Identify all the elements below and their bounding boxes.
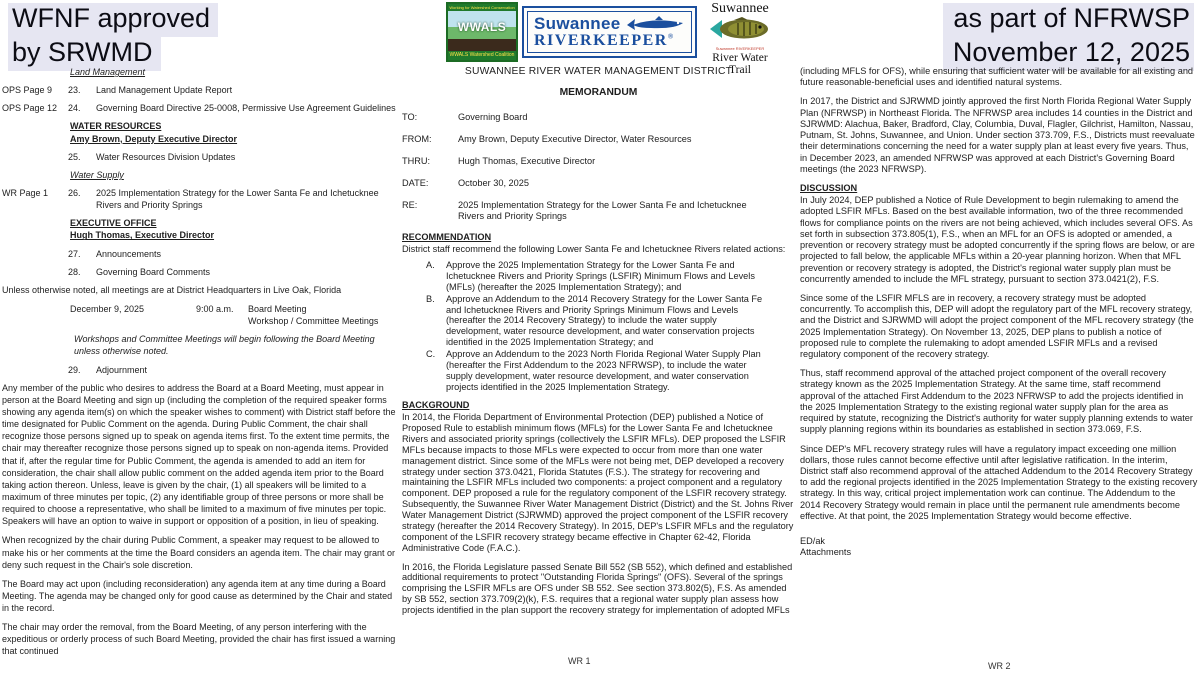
agenda-item-28 bbox=[2, 266, 398, 278]
meetings-location-note: Unless otherwise noted, all meetings are at District Headquarters in Live Oak, Florida bbox=[2, 284, 342, 295]
agenda-item-25 bbox=[2, 151, 398, 163]
field-label: TO: bbox=[402, 112, 418, 123]
workshops-note: Workshops and Committee Meetings will begin following the Board Meeting unless otherwise noted. bbox=[74, 334, 375, 357]
discussion-paragraph-3: Thus, staff recommend approval of the attached project component of the overall recovery strategy known as the 2025 Implementation Strategy. At the same time, staff recommend approval of the attached First Addendum to the 2023 NFRWSP to add the projects identified in the 2025 Implementation Strategy to the existing regional water supply plan for the area as required by statute, recognizing the District's authority for water supply planning extends to water supply planning regions within its boundaries as established in section 373.069, F.S. bbox=[800, 368, 1193, 435]
item-letter: A. bbox=[426, 260, 435, 271]
trail-small-label: Suwannee RIVERKEEPER bbox=[715, 46, 765, 51]
signature-block bbox=[800, 536, 1198, 558]
wwals-coalition-label: WWALS Watershed Coalition bbox=[449, 52, 515, 58]
background-paragraph-2: In 2016, the Florida Legislature passed Senate Bill 552 (SB 552), which defined and established additional requirements to protect "Outstanding Florida Springs" (OFS). Several of the springs comprising the LSFIR MFLs are OFS under SB 552. See section 373.802(5), F.S. As amended by SB 552, section 373.709(2)(k), F.S. requires that a regional water supply plan assess how projects identified in the plan support the recovery strategy for implementation of adopted MFLs bbox=[402, 561, 793, 615]
recommendation-heading: RECOMMENDATION bbox=[402, 232, 492, 243]
agenda-page-ref: OPS Page 12 bbox=[2, 103, 58, 114]
meeting-time: 9:00 a.m. bbox=[196, 303, 234, 314]
district-name: SUWANNEE RIVER WATER MANAGEMENT DISTRICT bbox=[464, 66, 733, 77]
agenda-section-water-supply: Water Supply bbox=[70, 169, 124, 180]
agenda-item-text: Land Management Update Report bbox=[96, 85, 233, 96]
memo-field-from bbox=[402, 134, 795, 145]
caption-right-line1: as part of NFRWSP bbox=[943, 3, 1194, 37]
recommendation-item-b bbox=[426, 294, 795, 348]
recommendation-intro: District staff recommend the following Lower Santa Fe and Ichetucknee Rivers related actions: bbox=[402, 244, 786, 255]
agenda-item-number: 28. bbox=[68, 266, 81, 277]
discussion-paragraph-1: In July 2024, DEP published a Notice of Rule Development to begin rulemaking to amend the adopted LSFIR MFLs. Based on the best available information, two of the three recommended flows for compliance points on the rivers are not being achieved, which includes several OFS. As set forth in subsection 373.805(1), F.S., when an MFL for an OFS is adopted or amended, a prevention or recovery strategy must be adopted concurrently if the spring flows are below, or are projected to fall below, the applicable MFLs within a 20-year planning horizon. When that MFL prevention or recovery strategy is adopted, the District's regional water supply plan must be concurrently amended to include the MFL strategy, pursuant to section 373.0421(2), F.S. bbox=[800, 195, 1195, 284]
item-text: Approve the 2025 Implementation Strategy for the Lower Santa Fe and Ichetucknee Rivers and Priority Springs (LSFIR) Minimum Flows and Levels (MFLs) (hereafter the 2025 Implementation Strategy); and bbox=[446, 260, 755, 292]
agenda-item-number: 24. bbox=[68, 103, 81, 114]
agenda-heading-executive-office: EXECUTIVE OFFICE Hugh Thomas, Executive Director bbox=[70, 218, 215, 241]
agenda-item-text: Governing Board Directive 25-0008, Permissive Use Agreement Guidelines bbox=[96, 103, 396, 114]
field-label: DATE: bbox=[402, 177, 429, 188]
item-letter: B. bbox=[426, 293, 435, 304]
trail-bottom-label: River Water Trail bbox=[712, 51, 768, 77]
memo-field-thru bbox=[402, 156, 795, 167]
nfrwsp-2017-paragraph: In 2017, the District and SJRWMD jointly approved the first North Florida Regional Water Supply Plan (NFRWSP) in Northeast Florida. The NFRWSP area includes 14 counties in the District and SJRWMD: Alachua, Baker, Bradford, Clay, Columbia, Duval, Flagler, Gilchrist, Hamilton, Nassau, Putnam, St. Johns, Suwannee, and Union. Under section 373.709, F.S., Districts must reevaluate their determinations concerning the need for a water supply plan at least every five years. Thus, in December 2023, an amended NFRWSP was approved at each District's Governing Board meetings (the 2023 NFRWSP). bbox=[800, 96, 1195, 174]
caption-right-line2: November 12, 2025 bbox=[943, 37, 1194, 71]
background-paragraph-1: In 2014, the Florida Department of Environmental Protection (DEP) published a Notice of Proposed Rule to establish minimum flows (MFLs) for the Lower Santa Fe and Ichetucknee Rivers and associated priority springs (collectively the LSFIR MFLs). DEP proposed the LSFIR MFLs because impacts to those MFLs were expected to occur from more than one water management district. Since some of the MFLs were not being met, DEP developed a recovery strategy under section 373.0421, Florida Statutes (F.S.). The strategy for recovering and maintaining the LSFIR MFLs included two components: a project component and a regulatory component. DEP proposed a rule for the regulatory component of the LSFIR recovery strategy. Subsequently, the Suwannee River Water Management District (District) and the St. Johns River Water Management District (SJRWMD) approved the project component of the LSFIR recovery strategy (hereafter the 2014 Recovery Strategy). In 2015, DEP's LSFIR MFLs and the regulatory component of the LSFIR recovery strategy became effective in Chapter 62-42, Florida Administrative Code (F.A.C.). bbox=[402, 412, 794, 553]
agenda-item-26 bbox=[2, 187, 398, 211]
agenda-item-27 bbox=[2, 248, 398, 260]
agenda-item-number: 29. bbox=[68, 364, 81, 375]
wwals-tagline: Working for Watershed Conservation bbox=[449, 5, 515, 10]
memo-field-re bbox=[402, 200, 795, 222]
page-footer-wr2: WR 2 bbox=[988, 661, 1011, 671]
agenda-item-text: Announcements bbox=[96, 248, 162, 259]
agenda-section-land-management: Land Management bbox=[70, 67, 146, 77]
meeting-date: December 9, 2025 bbox=[70, 303, 145, 314]
agenda-heading-water-resources: WATER RESOURCES Amy Brown, Deputy Executive Director bbox=[70, 121, 238, 144]
caption-left-line1: WFNF approved bbox=[8, 3, 218, 37]
recommendation-list bbox=[426, 260, 795, 392]
caption-left bbox=[8, 3, 218, 71]
riverkeeper-line2: RIVERKEEPER bbox=[534, 32, 668, 49]
wwals-art bbox=[448, 11, 516, 51]
wwals-wordmark: WWALS bbox=[457, 20, 507, 34]
background-heading: BACKGROUND bbox=[402, 400, 470, 411]
field-value: Governing Board bbox=[458, 112, 528, 123]
field-value: Amy Brown, Deputy Executive Director, Water Resources bbox=[458, 134, 692, 145]
memo-field-date bbox=[402, 178, 795, 189]
agenda-item-number: 23. bbox=[68, 85, 81, 96]
memo-column bbox=[402, 66, 795, 616]
field-value: Hugh Thomas, Executive Director bbox=[458, 156, 596, 166]
agenda-item-number: 25. bbox=[68, 151, 81, 162]
memo-field-to bbox=[402, 112, 795, 123]
sturgeon-icon bbox=[625, 16, 687, 32]
board-action-paragraph: The Board may act upon (including reconsideration) any agenda item at any time during a Board Meeting. The agenda may be changed only for good cause as determined by the Chair and stated in the record. bbox=[2, 578, 393, 614]
agenda-item-text: 2025 Implementation Strategy for the Lower Santa Fe and Ichetucknee Rivers and Priority Springs bbox=[96, 187, 379, 211]
initials: ED/ak bbox=[800, 536, 826, 547]
agenda-page-ref: OPS Page 9 bbox=[2, 85, 53, 96]
agenda-item-number: 27. bbox=[68, 248, 81, 259]
discussion-paragraph-2: Since some of the LSFIR MFLS are in recovery, a recovery strategy must be adopted concurrently. To accomplish this, DEP will adopt the regulatory part of the MFL recovery strategy, and the District and SJRWMD will adopt the project component of the MFL recovery strategy (the 2025 Implementation Strategy). On November 13, 2025, DEP plans to publish a notice of proposed rule to complete the rulemaking to adopt amended LSFIR MFLs and a revised regulatory component of the recovery strategy. bbox=[800, 292, 1194, 360]
field-label: FROM: bbox=[402, 134, 432, 145]
memo-page2-column bbox=[800, 66, 1198, 559]
discussion-heading: DISCUSSION bbox=[800, 182, 858, 193]
agenda-item-text: Adjournment bbox=[96, 364, 148, 375]
meeting-schedule-row bbox=[70, 303, 398, 327]
river-water-trail-logo bbox=[701, 1, 779, 77]
field-value: October 30, 2025 bbox=[458, 177, 529, 188]
memorandum-title: MEMORANDUM bbox=[559, 87, 638, 99]
item-letter: C. bbox=[426, 349, 436, 360]
agenda-item-text: Governing Board Comments bbox=[96, 266, 211, 277]
agenda-item-number: 26. bbox=[68, 187, 81, 198]
field-value: 2025 Implementation Strategy for the Lower Santa Fe and Ichetucknee Rivers and Priority Springs bbox=[458, 199, 747, 221]
discussion-paragraph-4: Since DEP's MFL recovery strategy rules will have a regulatory impact exceeding one million dollars, those rules cannot become effective until after legislative ratification. In the interim, District staff also recommend approval of the attached Addendum to the 2014 Recovery Strategy to add the regional projects identified in the 2025 Implementation Strategy to the existing recovery strategy. In this way, critical project implementation work can continue. The Addendum to the 2014 Recovery Strategy would remain in place until the permanent rule amendments become effective. At that point, the 2025 Implementation Strategy would become effective. bbox=[800, 443, 1198, 521]
agenda-page-ref: WR Page 1 bbox=[2, 187, 49, 198]
removal-paragraph: The chair may order the removal, from the Board Meeting, of any person interfering with the expeditious or orderly process of such Board Meeting, provided the chair has first issued a warning that continued bbox=[2, 622, 396, 657]
field-label: THRU: bbox=[402, 156, 431, 166]
agenda-item-text: Water Resources Division Updates bbox=[96, 151, 236, 162]
meeting-events: Board Meeting Workshop / Committee Meetings bbox=[248, 303, 379, 327]
riverkeeper-logo bbox=[522, 6, 697, 58]
trail-top-label: Suwannee bbox=[711, 1, 769, 16]
agenda-item-29 bbox=[2, 364, 398, 376]
item-text: Approve an Addendum to the 2023 North Florida Regional Water Supply Plan (hereafter the First Addendum to the 2023 NFRWSP), to include the water supply development, water resource development, and water conservation projects identified in the 2025 Implementation Strategy. bbox=[446, 349, 761, 392]
item-text: Approve an Addendum to the 2014 Recovery Strategy for the Lower Santa Fe and Ichetucknee Rivers and Priority Springs Minimum Flows and Levels (hereafter the 2014 Recovery Strategy) to include the water supply development, water resource development, and water conservation projects identified in the 2025 Implementation Strategy; and bbox=[446, 293, 763, 348]
agenda-item-23 bbox=[2, 84, 398, 96]
wwals-logo bbox=[446, 2, 518, 62]
registered-mark: ® bbox=[667, 32, 675, 41]
caption-right bbox=[943, 3, 1194, 71]
public-comment-paragraph: Any member of the public who desires to address the Board at a Board Meeting, must appear in person at the Board Meeting and sign up (including the completion of the required speaker forms showing any agenda item(s) on which the speaker wishes to comment) with District staff before the time designated for Public Comment on the agenda. During Public Comment, the chair shall recognize those persons signed up to speak on agenda items first. To the extent time permits, the chair may thereafter recognize those persons signed up to speak on non-agenda items. Provided that if, after the regular time for Public Comment, the agenda is amended to add an item for consideration, the chair shall allow public comment on the added agenda item prior to the Board taking action thereon. Unless, leave is given by the chair, (1) all speakers will be limited to a maximum of three minutes per topic, (2) any identifiable group of three persons or more shall be required to choose a representative, who shall be limited to a maximum of five minutes per topic. Speakers will have an option to waive in support or opposition of a position, in lieu of speaking. bbox=[2, 382, 396, 527]
attachments-note: Attachments bbox=[800, 547, 852, 558]
page2-continuation-paragraph: (including MFLS for OFS), while ensuring that sufficient water will be available for all existing and future reasonable-beneficial uses and identified natural systems. bbox=[800, 66, 1194, 88]
caption-left-line2: by SRWMD bbox=[8, 37, 161, 71]
recommendation-item-a bbox=[426, 260, 795, 293]
speaker-request-paragraph: When recognized by the chair during Public Comment, a speaker may request to be allowed to make his or her comments at the time the Board considers an agenda item. The chair may grant or deny such request in the Chair's sole discretion. bbox=[2, 535, 396, 570]
agenda-column bbox=[2, 66, 398, 665]
page-footer-wr1: WR 1 bbox=[568, 656, 591, 666]
bass-icon bbox=[708, 16, 772, 42]
recommendation-item-c bbox=[426, 349, 795, 392]
agenda-item-24 bbox=[2, 102, 398, 114]
riverkeeper-line1: Suwannee bbox=[534, 14, 621, 33]
field-label: RE: bbox=[402, 199, 418, 210]
